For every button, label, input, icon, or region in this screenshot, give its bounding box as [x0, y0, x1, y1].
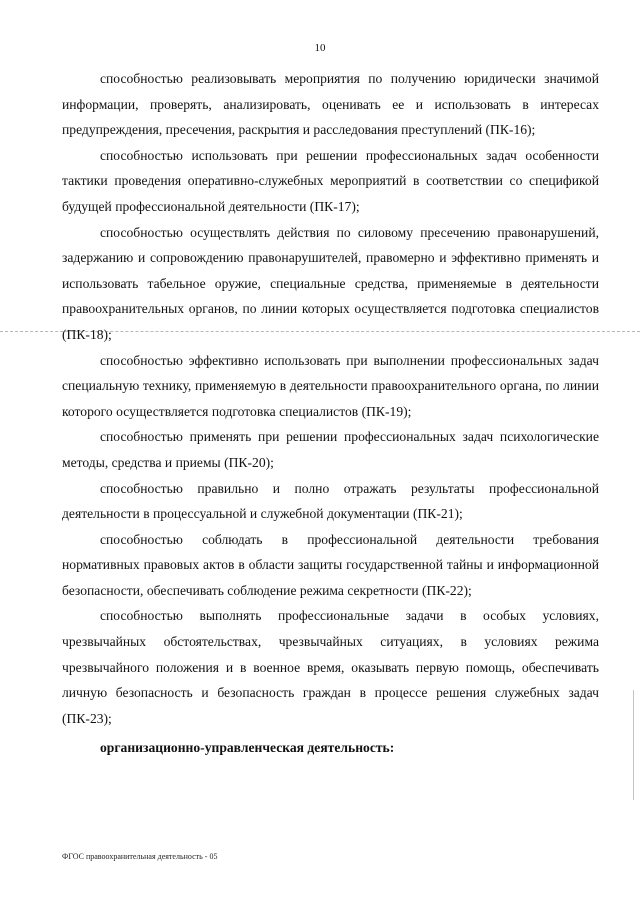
page-footer: ФГОС правоохранительная деятельность - 05 [62, 852, 218, 861]
scan-artifact-mark [633, 690, 634, 800]
paragraph-pk-21: способностью правильно и полно отражать результаты профессиональной деятельности в процессуальной и служебной документации (ПК-21); [62, 480, 599, 522]
paragraph-pk-16: способностью реализовывать мероприятия по получению юридически значимой информации, проверять, анализировать, оценивать ее и использовать в интересах предупреждения, пресечения, раскрытия и расследования преступлений (ПК-16); [62, 71, 599, 138]
paragraph-pk-18: способностью осуществлять действия по силовому пресечению правонарушений, задержанию и сопровождению правонарушителей, правомерно и эффективно применять и использовать табельное оружие, специальные средства, применяемые в деятельности правоохранительных органов, по линии которых осуществляется подготовка специалистов (ПК-18); [62, 224, 599, 342]
paragraph-pk-20: способностью применять при решении профессиональных задач психологические методы, средства и приемы (ПК-20); [62, 429, 599, 470]
paragraph-pk-19: способностью эффективно использовать при выполнении профессиональных задач специальную технику, применяемую в деятельности правоохранительного органа, по линии которого осуществляется подготовка специалистов (ПК-19); [62, 352, 599, 419]
paragraph-pk-22: способностью соблюдать в профессиональной деятельности требования нормативных правовых актов в области защиты государственной тайны и информационной безопасности, обеспечивать соблюдение режима секретности (ПК-22); [62, 531, 599, 598]
section-heading: организационно-управленческая деятельность: [100, 740, 395, 756]
paragraph-pk-17: способностью использовать при решении профессиональных задач особенности тактики проведения оперативно-служебных мероприятий в соответствии со спецификой будущей профессиональной деятельности (ПК-17); [62, 147, 599, 214]
paragraph-pk-23: способностью выполнять профессиональные задачи в особых условиях, чрезвычайных обстоятельствах, чрезвычайных ситуациях, в условиях режима чрезвычайного положения и в военное время, оказывать первую помощь, обеспечивать личную безопасность и безопасность граждан в процессе решения служебных задач (ПК-23); [62, 608, 599, 726]
document-body [62, 66, 599, 761]
page-number: 10 [314, 42, 326, 54]
